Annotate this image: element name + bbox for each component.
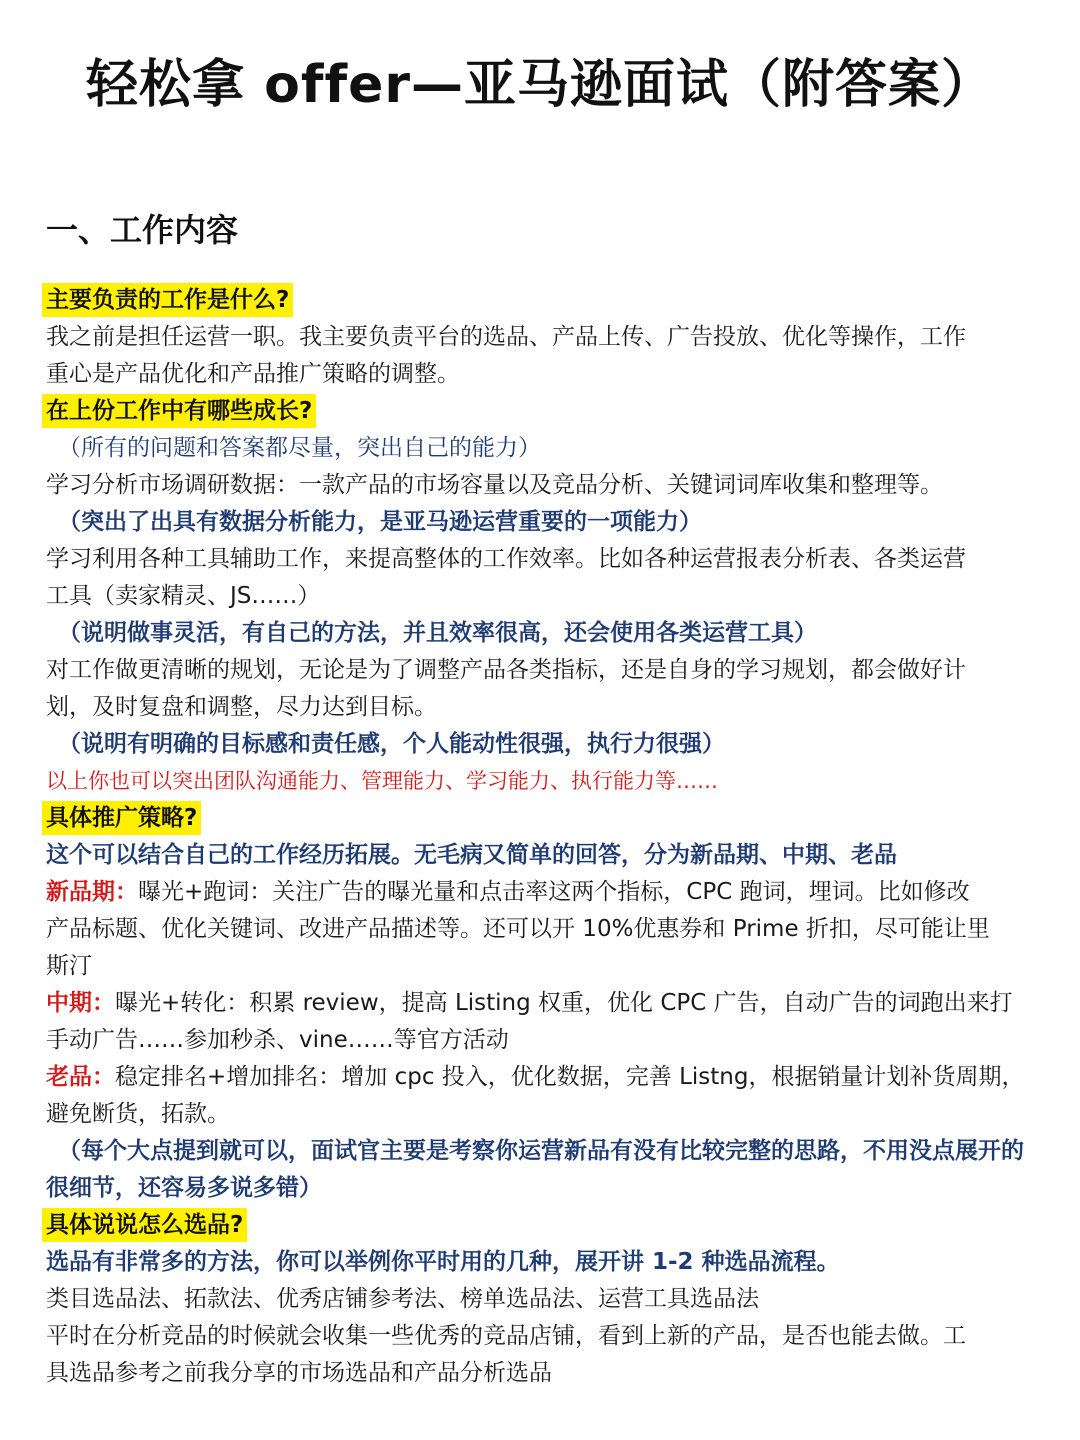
mid-stage-line1 — [46, 985, 1034, 1022]
new-product-line3: 斯汀 — [46, 953, 92, 979]
old-product-label: 老品： — [46, 1064, 115, 1090]
mid-stage-label: 中期： — [46, 990, 115, 1016]
question-main-duties: 主要负责的工作是什么? — [42, 283, 293, 317]
promotion-intro: 这个可以结合自己的工作经历拓展。无毛病又简单的回答，分为新品期、中期、老品 — [46, 842, 897, 868]
old-product-line1 — [46, 1059, 1034, 1096]
new-product-label: 新品期： — [46, 879, 138, 905]
selection-detail-line1: 平时在分析竞品的时候就会收集一些优秀的竞品店铺，看到上新的产品，是否也能去做。工 — [46, 1323, 966, 1349]
growth-point-1: 学习分析市场调研数据：一款产品的市场容量以及竞品分析、关键词词库收集和整理等。 — [46, 472, 943, 498]
question-growth: 在上份工作中有哪些成长? — [42, 394, 316, 428]
growth-point-2-line1: 学习利用各种工具辅助工作，来提高整体的工作效率。比如各种运营报表分析表、各类运营 — [46, 546, 966, 572]
old-product-line2: 避免断货，拓款。 — [46, 1101, 230, 1127]
growth-point-2-hint: （说明做事灵活，有自己的方法，并且效率很高，还会使用各类运营工具） — [58, 620, 817, 646]
page-title: 轻松拿 offer—亚马逊面试（附答案） — [86, 55, 994, 115]
old-product-text: 稳定排名+增加排名：增加 cpc 投入，优化数据，完善 Listng，根据销量计划补货周期， — [115, 1064, 1025, 1090]
selection-intro: 选品有非常多的方法，你可以举例你平时用的几种，展开讲 1-2 种选品流程。 — [46, 1249, 840, 1275]
growth-point-2-line2: 工具（卖家精灵、JS……） — [46, 583, 321, 609]
note-highlight-ability: （所有的问题和答案都尽量，突出自己的能力） — [58, 435, 541, 461]
new-product-line2: 产品标题、优化关键词、改进产品描述等。还可以开 10%优惠券和 Prime 折扣，尽可能让里 — [46, 916, 990, 942]
growth-point-3-hint: （说明有明确的目标感和责任感，个人能动性很强，执行力很强） — [58, 731, 725, 757]
answer-main-duties-line2: 重心是产品优化和产品推广策略的调整。 — [46, 361, 460, 387]
mid-stage-line2: 手动广告……参加秒杀、vine……等官方活动 — [46, 1027, 509, 1053]
promotion-hint-line1: （每个大点提到就可以，面试官主要是考察你运营新品有没有比较完整的思路，不用没点展开的 — [58, 1138, 1024, 1164]
mid-stage-text: 曝光+转化：积累 review，提高 Listing 权重，优化 CPC 广告，自动广告的词跑出来打 — [115, 990, 1013, 1016]
new-product-text: 曝光+跑词：关注广告的曝光量和点击率这两个指标，CPC 跑词，埋词。比如修改 — [138, 879, 970, 905]
selection-detail-line2: 具选品参考之前我分享的市场选品和产品分析选品 — [46, 1360, 552, 1386]
growth-point-3-line1: 对工作做更清晰的规划，无论是为了调整产品各类指标，还是自身的学习规划，都会做好计 — [46, 657, 966, 683]
growth-point-1-hint: （突出了出具有数据分析能力，是亚马逊运营重要的一项能力） — [58, 509, 702, 535]
promotion-hint-line2: 很细节，还容易多说多错） — [46, 1175, 322, 1201]
selection-methods: 类目选品法、拓款法、优秀店铺参考法、榜单选品法、运营工具选品法 — [46, 1286, 759, 1312]
question-promotion-strategy: 具体推广策略? — [42, 801, 201, 835]
new-product-line1 — [46, 874, 1034, 911]
section-heading-work-content: 一、工作内容 — [46, 211, 239, 249]
growth-point-3-line2: 划，及时复盘和调整，尽力达到目标。 — [46, 694, 437, 720]
content-body — [46, 282, 1034, 1392]
answer-main-duties-line1: 我之前是担任运营一职。我主要负责平台的选品、产品上传、广告投放、优化等操作，工作 — [46, 324, 966, 350]
growth-extra-note: 以上你也可以突出团队沟通能力、管理能力、学习能力、执行能力等…… — [46, 769, 718, 793]
question-product-selection: 具体说说怎么选品? — [42, 1208, 247, 1242]
